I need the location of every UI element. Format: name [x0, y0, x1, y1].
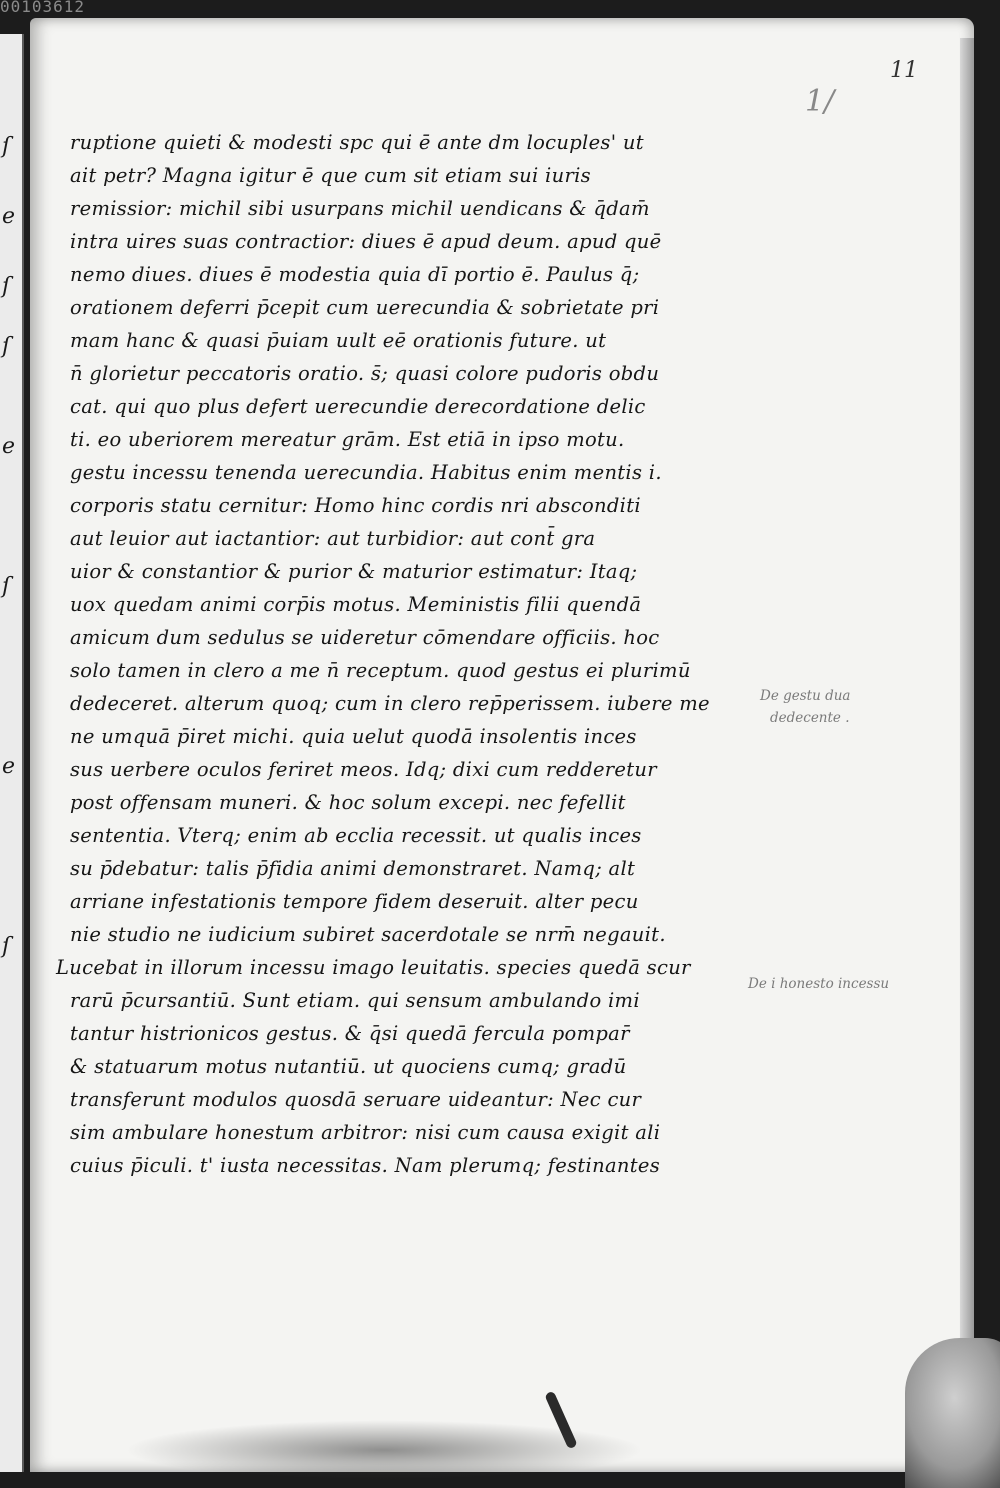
text-line: cat. qui quo plus defert uerecundie derecordatione delic: [70, 395, 646, 418]
left-leaf-fragment: ſ: [2, 274, 11, 299]
text-line: n̄ glorietur peccatoris oratio. s̄; quasi colore pudoris obdu: [70, 362, 660, 385]
text-line: dedeceret. alterum quoq; cum in clero rep̄perissem. iubere me: [70, 692, 710, 715]
text-line: mam hanc & quasi p̄uiam uult eē orationis future. ut: [70, 329, 607, 352]
left-leaf-edge: [0, 34, 24, 1472]
page-edge: [960, 38, 974, 1478]
text-line: cuius p̄iculi. t' iusta necessitas. Nam plerumq; festinantes: [70, 1154, 661, 1177]
text-line: solo tamen in clero a me n̄ receptum. quod gestus ei plurimū: [70, 659, 691, 682]
text-line: arriane infestationis tempore fidem deseruit. alter pecu: [70, 890, 639, 913]
left-leaf-fragment: e: [2, 754, 16, 779]
text-line: ti. eo uberiorem mereatur grām. Est etiā in ipso motu.: [70, 428, 625, 451]
left-leaf-fragment: e: [2, 204, 16, 229]
page-id: 00103612: [0, 0, 86, 16]
text-line: amicum dum sedulus se uideretur cōmendare officiis. hoc: [70, 626, 660, 649]
text-line: gestu incessu tenenda uerecundia. Habitus enim mentis i.: [70, 461, 662, 484]
text-line: aut leuior aut iactantior: aut turbidior: aut cont̄ gra: [70, 527, 596, 550]
text-line: ait petr? Magna igitur ē que cum sit etiam sui iuris: [70, 164, 591, 187]
main-text-block: [56, 126, 760, 1182]
text-line: corporis statu cernitur: Homo hinc cordis nri absconditi: [70, 494, 641, 517]
left-leaf-fragment: ſ: [2, 574, 11, 599]
text-line: ruptione quieti & modesti spc qui ē ante dm locuples' ut: [70, 131, 644, 154]
text-line: nemo diues. diues ē modestia quia dī portio ē. Paulus q̄;: [70, 263, 640, 286]
text-line: nie studio ne iudicium subiret sacerdotale se nrm̄ negauit.: [70, 923, 666, 946]
left-leaf-fragment: ſ: [2, 134, 11, 159]
text-line: orationem deferri p̄cepit cum uerecundia & sobrietate pri: [70, 296, 660, 319]
text-line: uox quedam animi corp̄is motus. Meministis filii quendā: [70, 593, 642, 616]
text-line: uior & constantior & purior & maturior estimatur: Itaq;: [70, 560, 638, 583]
text-line: ne umquā p̄iret michi. quia uelut quodā insolentis inces: [70, 725, 637, 748]
text-line: remissior: michil sibi usurpans michil uendicans & q̄dam̄: [70, 197, 650, 220]
left-leaf-fragment: e: [2, 434, 16, 459]
text-line: rarū p̄cursantiū. Sunt etiam. qui sensum ambulando imi: [70, 989, 640, 1012]
text-line: Lucebat in illorum incessu imago leuitatis. species quedā scur: [56, 956, 691, 979]
text-line: sim ambulare honestum arbitror: nisi cum causa exigit ali: [70, 1121, 661, 1144]
text-line: sententia. Vterq; enim ab ecclia recessit. ut qualis inces: [70, 824, 642, 847]
folio-number: 11: [890, 58, 918, 83]
text-line: transferunt modulos quosdā seruare uideantur: Nec cur: [70, 1088, 642, 1111]
thumb: [905, 1338, 1000, 1488]
page-smudge: [124, 1420, 644, 1480]
gloss-de-inhonesto: De i honesto incessu: [748, 976, 890, 992]
text-line: & statuarum motus nutantiū. ut quociens cumq; gradū: [70, 1055, 627, 1078]
gloss-de-gestu-line2: dedecente .: [770, 710, 850, 726]
text-line: tantur histrionicos gestus. & q̄si quedā fercula pompar̄: [70, 1022, 630, 1045]
left-leaf-fragment: ſ: [2, 934, 11, 959]
text-line: intra uires suas contractior: diues ē apud deum. apud quē: [70, 230, 662, 253]
gloss-de-gestu-line1: De gestu dua: [760, 688, 851, 704]
pencil-mark: 1/: [805, 84, 835, 119]
text-line: post offensam muneri. & hoc solum excepi. nec fefellit: [70, 791, 626, 814]
text-line: su p̄debatur: talis p̄fidia animi demonstraret. Namq; alt: [70, 857, 636, 880]
text-line: sus uerbere oculos feriret meos. Idq; dixi cum redderetur: [70, 758, 657, 781]
left-leaf-fragment: ſ: [2, 334, 11, 359]
manuscript-page: [30, 18, 974, 1472]
